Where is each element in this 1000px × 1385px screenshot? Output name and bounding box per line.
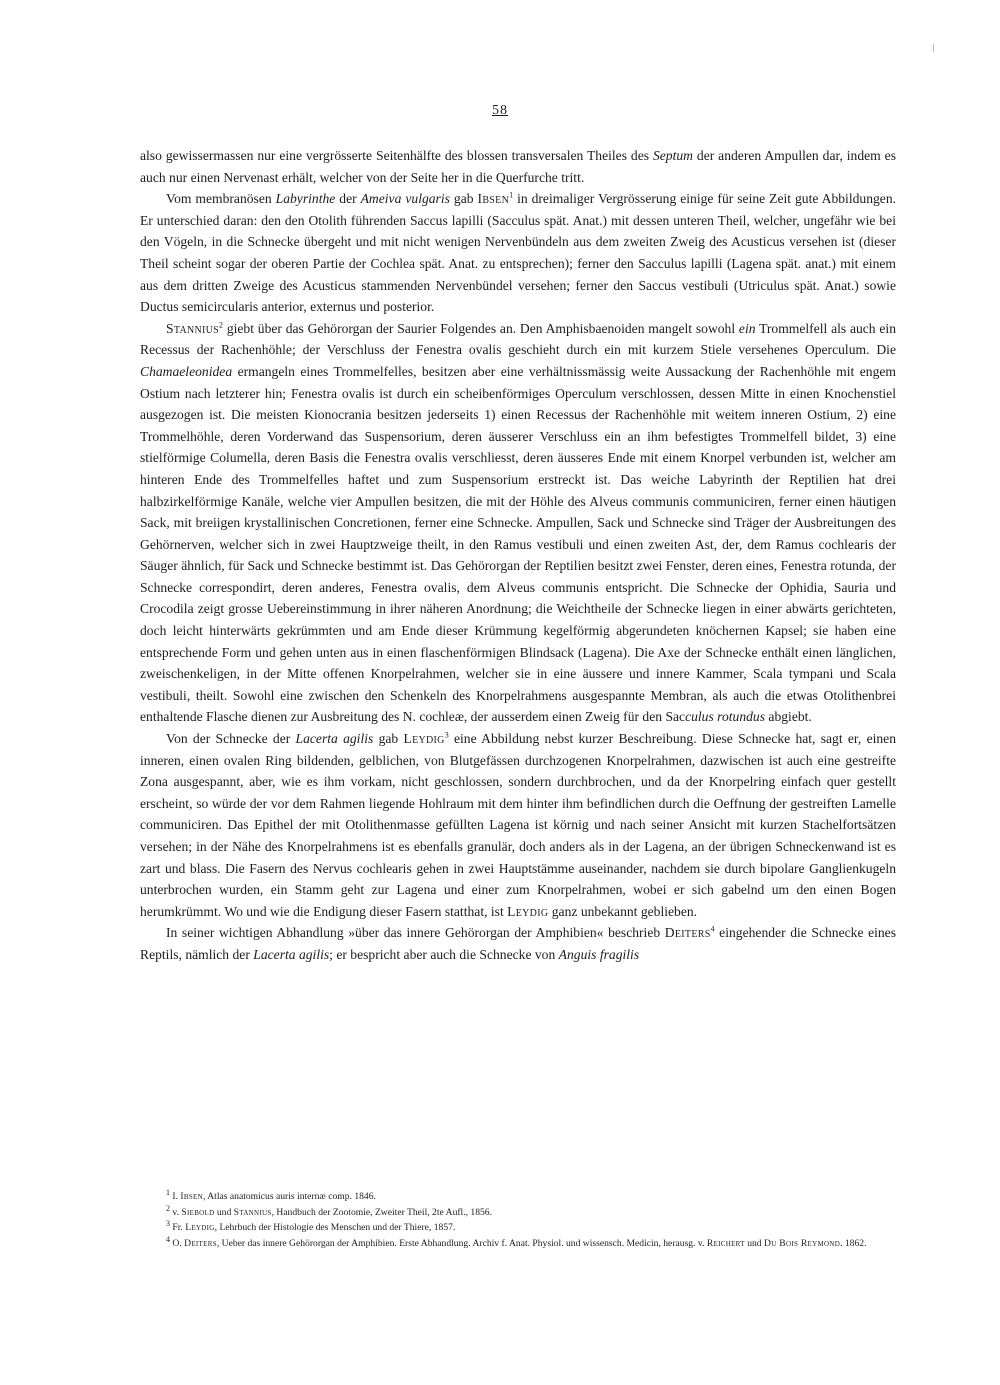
- author-name: Leydig: [185, 1222, 215, 1233]
- italic-term: Lacerta agilis: [253, 946, 330, 962]
- footnote-marker: 2: [166, 1203, 170, 1213]
- italic-term: Labyrinthe: [275, 191, 336, 207]
- italic-term: ein: [738, 320, 756, 336]
- text-run: . 1862.: [840, 1237, 867, 1249]
- italic-term: Anguis fragilis: [558, 946, 640, 962]
- text-run: abgiebt.: [765, 709, 812, 725]
- author-name: Deiters: [664, 925, 711, 941]
- italic-term: Chamaeleonidea: [140, 363, 233, 379]
- footnote-marker: 4: [710, 924, 715, 934]
- text-run: , Atlas anatomicus auris internæ comp. 1846.: [202, 1191, 376, 1202]
- text-run: Von der Schnecke der: [166, 731, 296, 747]
- footnote-marker: 3: [444, 730, 449, 740]
- author-name: Deiters: [184, 1237, 217, 1249]
- text-run: gab: [373, 731, 404, 747]
- italic-term: Septum: [652, 148, 693, 163]
- text-run: Vom membranösen: [166, 191, 276, 207]
- footnote: [140, 1189, 896, 1205]
- page-number-text: 58: [492, 103, 508, 118]
- text-run: , Ueber das innere Gehörorgan der Amphibien. Erste Abhandlung. Archiv f. Anat. Physiol. und wissensch. Medicin, herausg. v.: [216, 1237, 707, 1249]
- body-text: [140, 145, 896, 966]
- text-run: I.: [170, 1191, 181, 1202]
- text-run: und: [744, 1237, 764, 1249]
- paragraph: [140, 145, 896, 188]
- text-run: v.: [170, 1206, 182, 1218]
- text-run: ganz unbekannt geblieben.: [548, 903, 698, 919]
- text-run: ermangeln eines Trommelfelles, besitzen aber eine verhältnissmässig weite Aussackung der Rachenhöhle mit engem Ostium nach letzterer hin; Fenestra ovalis ist durch ein scheibenförmiges Operculum verschlossen, dessen Mitte in einen Knochenstiel ausgezogen ist. Die meisten Kionocrania besitzen jederseits 1) einen Recessus der Rachenhöhle mit weitem inneren Ostium, 2) eine Trommelhöhle, deren Vorderwand das Suspensorium, deren äusserer Verschluss ein an ihm befestigtes Trommelfell bildet, 3) eine stielförmige Columella, deren Basis die Fenestra ovalis verschliesst, deren äusseres Ende mit einem Knorpel verbunden ist, welcher am hinteren Ende des Trommelfelles haftet und zum Suspensorium erstreckt ist. Das weiche Labyrinth der Reptilien hat drei halbzirkelförmige Kanäle, welche vier Ampullen besitzen, die mit der Höhle des Alveus communis communiciren, ferner einen häutigen Sack, mit breiigen krystallinischen Concretionen, ferner eine Schnecke. Ampullen, Sack und Schnecke sind Träger der Ausbreitungen des Gehörnerven, welcher sich in zwei Hauptzweige theilt, in den Ramus vestibuli und einen zweiten Ast, der, dem Ramus cochlearis der Säuger ähnlich, für Sack und Schnecke bestimmt ist. Das Gehörorgan der Reptilien besitzt zwei Fenster, deren eines, Fenestra rotunda, der Schnecke correspondirt, deren anderes, Fenestra ovalis, dem Alveus communis entspricht. Die Schnecke der Ophidia, Sauria und Crocodila zeigt grosse Uebereinstimmung in ihrer näheren Anordnung; die Weichtheile der Schnecke liegen in einer abwärts gerichteten, doch leicht hinterwärts gekrümmten und am Ende dieser Krümmung kegelförmig abgerundeten knöchernen Kapsel; sie haben eine entsprechende Form und gehen unten aus in einen flaschenförmigen Blindsack (Lagena). Die Axe der Schnecke enthält einen länglichen, zweischenkeligen, in der Mitte offenen Knorpelrahmen, welcher sie in eine äussere und innere Kammer, Scala tympani und Scala vestibuli, theilt. Sowohl eine zwischen den Schenkeln des Knorpelrahmens ausgespannte Membran, als auch die etwas Otolithenbrei enthaltende Flasche dienen zur Ausbreitung des N. cochleæ, der ausserdem einen Zweig für den Sac: [140, 363, 896, 725]
- text-run: eingehender die Schnecke eines Reptils, nämlich der: [140, 925, 897, 962]
- author-name: Reichert: [706, 1237, 745, 1249]
- author-name: Ibsen: [477, 191, 510, 207]
- footnote-marker: 4: [166, 1234, 170, 1244]
- text-run: eine Abbildung nebst kurzer Beschreibung. Diese Schnecke hat, sagt er, einen inneren, einen ovalen Ring bildenden, gelblichen, von Blutgefässen durchzogenen Knorpelrahmen, dazwischen ist auch eine gestreifte Zona ausgespannt, aber, wie es ihm vorkam, nicht geschlossen, sondern durchbrochen, und da der Knorpelring einfach quer gestellt erscheint, so würde der vor dem Rahmen liegende Hohlraum mit dem hinter ihm befindlichen durch die Oeffnung der gestreiften Lamelle communiciren. Das Epithel der mit Otolithenmasse gefüllten Lagena ist körnig und nach seiner Ansicht mit kurzen Stachelfortsätzen versehen; in der Nähe des Knorpelrahmens ist es ebenfalls granulär, doch anders als in der Lagena, an der übrigen Schneckenwand ist es zart und blass. Die Fasern des Nervus cochlearis gehen in zwei Hauptstämme auseinander, nachdem sie durch bipolare Ganglienkugeln unterbrochen wurden, ein Stamm geht zur Lagena und einer zum Knorpelrahmen, wobei er sich gabelnd um den einen Bogen herumkrümmt. Wo und wie die Endigung dieser Fasern statthat, ist: [140, 731, 897, 919]
- footnote: [140, 1236, 896, 1252]
- text-run: der anderen Ampullen dar, indem es auch nur einen Nervenast erhält, welcher von der Seite her in die Querfurche tritt.: [140, 148, 896, 185]
- text-run: gab: [449, 191, 478, 207]
- footnote-marker: 2: [219, 320, 224, 330]
- author-name: Siebold: [181, 1206, 215, 1218]
- author-name: Leydig: [403, 731, 445, 747]
- text-run: , Handbuch der Zootomie, Zweiter Theil, 2te Aufl., 1856.: [271, 1206, 493, 1218]
- italic-term: culus rotundus: [685, 709, 766, 725]
- text-run: O.: [170, 1237, 185, 1249]
- footnote: [140, 1220, 896, 1236]
- text-run: , Lehrbuch der Histologie des Menschen und der Thiere, 1857.: [214, 1222, 456, 1233]
- text-run: in dreimaliger Vergrösserung einige für seine Zeit gute Abbildungen. Er unterschied daran: den den Otolith führenden Saccus lapilli (Sacculus spät. Anat.) mit dessen unteren Theil, welcher, ungefähr wie bei den Vögeln, in die Schnecke übergeht und mit nicht wenigen Nervenbündeln aus dem zweiten Zweig des Acusticus versehen ist (dieser Theil scheint sogar der oberen Partie der Cochlea spät. Anat. zu entsprechen); ferner den Sacculus lapilli (Lagena spät. anat.) mit einem aus dem dritten Zweige des Acusticus stammenden Nervenbündel versehen; ferner den Saccus vestibuli (Utriculus spät. Anat.) sowie Ductus semicircularis anterior, externus und posterior.: [140, 191, 897, 315]
- author-name: Stannius: [233, 1206, 272, 1218]
- footnote-marker: 3: [166, 1218, 170, 1228]
- paragraph: [140, 188, 896, 318]
- italic-term: Lacerta agilis: [295, 731, 374, 747]
- italic-term: Ameiva vulgaris: [360, 191, 450, 207]
- paragraph: [140, 728, 896, 922]
- text-run: Fr.: [170, 1222, 186, 1233]
- text-run: ; er bespricht aber auch die Schnecke von: [329, 946, 559, 962]
- author-name: Du Bois Reymond: [764, 1237, 841, 1249]
- text-run: In seiner wichtigen Abhandlung »über das innere Gehörorgan der Amphibien« beschrieb: [166, 925, 665, 941]
- text-run: giebt über das Gehörorgan der Saurier Folgendes an. Den Amphisbaenoiden mangelt sowohl: [223, 320, 739, 336]
- scan-speck: [933, 44, 934, 52]
- author-name: Ibsen: [180, 1191, 203, 1202]
- footnote-marker: 1: [509, 190, 514, 200]
- text-run: und: [214, 1206, 234, 1218]
- text-run: der: [335, 191, 361, 207]
- footnote-marker: 1: [166, 1187, 170, 1197]
- footnotes: [140, 1189, 896, 1251]
- footnote: [140, 1205, 896, 1221]
- author-name: Stannius: [166, 320, 220, 336]
- paragraph: [140, 318, 896, 728]
- page-number: [0, 103, 1000, 119]
- author-name: Leydig: [507, 903, 549, 919]
- text-run: Trommelfell als auch ein Recessus der Rachenhöhle; der Verschluss der Fenestra ovalis geschieht durch ein mit kurzem Stiele versehenes Operculum. Die: [140, 320, 896, 358]
- paragraph: [140, 922, 896, 965]
- text-run: also gewissermassen nur eine vergrösserte Seitenhälfte des blossen transversalen Theiles des: [140, 148, 653, 163]
